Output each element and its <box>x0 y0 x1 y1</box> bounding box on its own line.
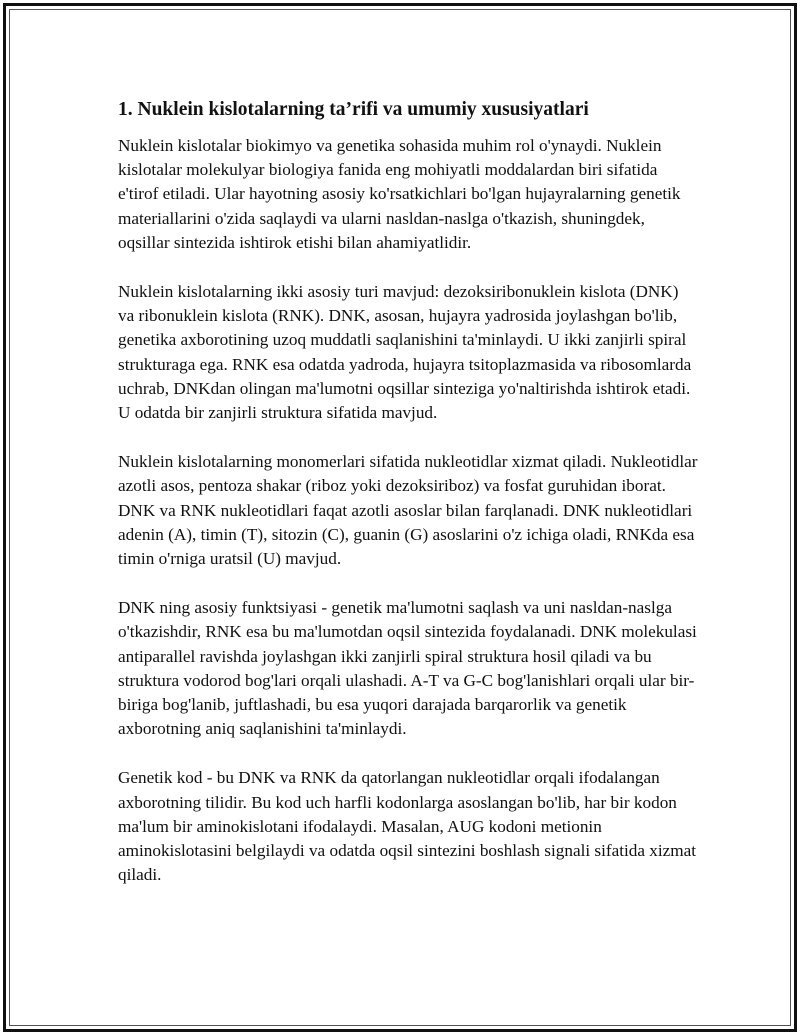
paragraph-4: DNK ning asosiy funktsiyasi - genetik ma'lumotni saqlash va uni nasldan-naslga o'tkazishdir, RNK esa bu ma'lumotdan oqsil sintezida foydalanadi. DNK molekulasi antiparallel ravishda joylashgan ikki zanjirli spiral struktura hosil qiladi va bu struktura vodorod bog'lari orqali ulashadi. A-T va G-C bog'lanishlari orqali ular bir-biriga bog'lanib, juftlashadi, bu esa yuqori darajada barqarorlik va genetik axborotning aniq saqlanishini ta'minlaydi. <box>118 598 697 739</box>
page-frame <box>3 3 797 1032</box>
paragraph-3: Nuklein kislotalarning monomerlari sifatida nukleotidlar xizmat qiladi. Nukleotidlar azotli asos, pentoza shakar (riboz yoki dezoksiriboz) va fosfat guruhidan iborat. DNK va RNK nukleotidlari faqat azotli asoslar bilan farqlanadi. DNK nukleotidlari adenin (A), timin (T), sitozin (C), guanin (G) asoslarini o'z ichiga oladi, RNKda esa timin o'rniga uratsil (U) mavjud. <box>118 452 698 569</box>
document-body <box>118 97 698 912</box>
paragraph-2: Nuklein kislotalarning ikki asosiy turi mavjud: dezoksiribonuklein kislota (DNK) va ribonuklein kislota (RNK). DNK, asosan, hujayra yadrosida joylashgan bo'lib, genetika axborotining uzoq muddatli saqlanishini ta'minlaydi. U ikki zanjirli spiral strukturaga ega. RNK esa odatda yadroda, hujayra tsitoplazmasida va ribosomlarda uchrab, DNKdan olingan ma'lumotni oqsillar sinteziga yo'naltirishda ishtirok etadi. U odatda bir zanjirli struktura sifatida mavjud. <box>118 282 692 423</box>
paragraph-1: Nuklein kislotalar biokimyo va genetika sohasida muhim rol o'ynaydi. Nuklein kislotalar molekulyar biologiya fanida eng mohiyatli moddalardan biri sifatida e'tirof etiladi. Ular hayotning asosiy ko'rsatkichlari bo'lgan hujayralarning genetik materiallarini o'zida saqlaydi va ularni nasldan-naslga o'tkazish, shuningdek, oqsillar sintezida ishtirok etishi bilan ahamiyatlidir. <box>118 136 681 252</box>
section-heading: 1. Nuklein kislotalarning ta’rifi va umumiy xususiyatlari <box>118 99 589 120</box>
paragraph-5: Genetik kod - bu DNK va RNK da qatorlangan nukleotidlar orqali ifodalangan axborotning tilidir. Bu kod uch harfli kodonlarga asoslangan bo'lib, har bir kodon ma'lum bir aminokislotani ifodalaydi. Masalan, AUG kodoni metionin aminokislotasini belgilaydi va odatda oqsil sintezini boshlash signali sifatida xizmat qiladi. <box>118 768 697 885</box>
